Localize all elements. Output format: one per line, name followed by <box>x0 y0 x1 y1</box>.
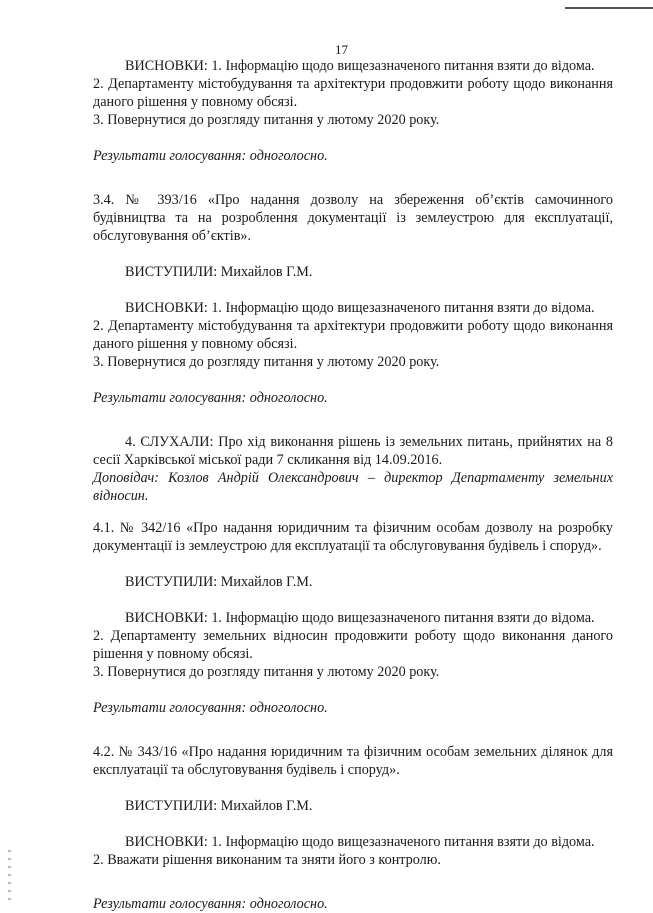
conclusion-item-2: 2. Департаменту містобудування та архітектури продовжити роботу щодо виконання даного рішення у повному обсязі. <box>93 318 613 352</box>
conclusion-item-2: 2. Вважати рішення виконаним та зняти його з контролю. <box>93 852 441 868</box>
conclusion-item-3: 3. Повернутися до розгляду питання у лютому 2020 року. <box>93 354 440 370</box>
vote-result: Результати голосування: одноголосно. <box>93 390 328 406</box>
agenda-item-4-2-title: 4.2. № 343/16 «Про надання юридичним та фізичним особам земельних ділянок для експлуатації та обслуговування будівель і споруд». <box>93 744 613 778</box>
conclusion-item-3: 3. Повернутися до розгляду питання у лютому 2020 року. <box>93 664 440 680</box>
vote-result: Результати голосування: одноголосно. <box>93 700 328 716</box>
conclusion-item-3: 3. Повернутися до розгляду питання у лютому 2020 року. <box>93 112 440 128</box>
document-body <box>93 57 613 913</box>
agenda-item-3-4-title: 3.4. № 393/16 «Про надання дозволу на збереження об’єктів самочинного будівництва та на розроблення документації із землеустрою для експлуатації, обслуговування об’єктів». <box>93 192 613 244</box>
vote-result: Результати голосування: одноголосно. <box>93 148 328 164</box>
speakers-paragraph: ВИСТУПИЛИ: Михайлов Г.М. <box>125 264 313 280</box>
speakers-paragraph: ВИСТУПИЛИ: Михайлов Г.М. <box>125 574 313 590</box>
conclusions-paragraph: ВИСНОВКИ: 1. Інформацію щодо вищезазначеного питання взяти до відома. <box>125 610 595 626</box>
conclusion-item-2: 2. Департаменту містобудування та архітектури продовжити роботу щодо виконання даного рішення у повному обсязі. <box>93 76 613 110</box>
section-4-speaker: Доповідач: Козлов Андрій Олександрович – директор Департаменту земельних відносин. <box>93 470 613 504</box>
page-number: 17 <box>335 42 348 57</box>
agenda-item-4-1-title: 4.1. № 342/16 «Про надання юридичним та фізичним особам дозволу на розробку документації із землеустрою для експлуатації та обслуговування будівель і споруд». <box>93 520 613 554</box>
scan-edge-line <box>565 7 653 9</box>
conclusions-paragraph: ВИСНОВКИ: 1. Інформацію щодо вищезазначеного питання взяти до відома. <box>125 300 595 316</box>
speakers-paragraph: ВИСТУПИЛИ: Михайлов Г.М. <box>125 798 313 814</box>
scan-margin-marks <box>8 850 11 900</box>
conclusion-item-2: 2. Департаменту земельних відносин продовжити роботу щодо виконання даного рішення у повному обсязі. <box>93 628 613 662</box>
vote-result: Результати голосування: одноголосно. <box>93 896 328 912</box>
conclusions-paragraph: ВИСНОВКИ: 1. Інформацію щодо вищезазначеного питання взяти до відома. <box>125 834 595 850</box>
section-4-heard: 4. СЛУХАЛИ: Про хід виконання рішень із земельних питань, прийнятих на 8 сесії Харківської міської ради 7 скликання від 14.09.2016. <box>93 434 613 468</box>
conclusions-paragraph: ВИСНОВКИ: 1. Інформацію щодо вищезазначеного питання взяти до відома. <box>125 58 595 74</box>
